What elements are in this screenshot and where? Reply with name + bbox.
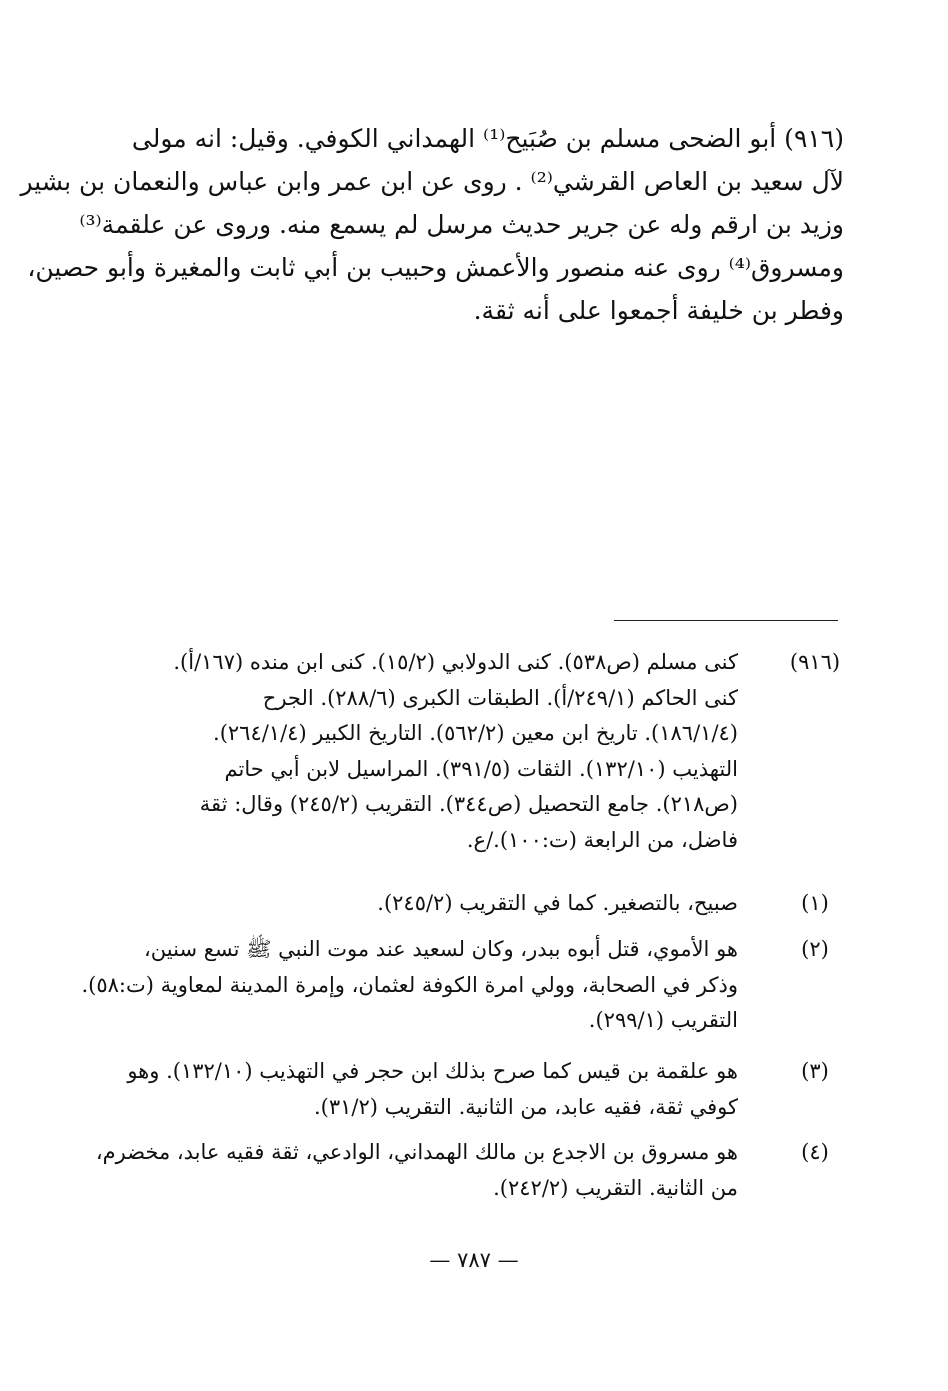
footnote-916 (80, 645, 850, 858)
main-text-line: لآل سعيد بن العاص القرشي⁽²⁾ . روى عن ابن عمر وابن عباس والنعمان بن بشير (20, 167, 844, 196)
footnote-body (80, 932, 738, 1039)
footnote-body (80, 1054, 738, 1125)
footnote-line: هو مسروق بن الاجدع بن مالك الهمداني، الوادعي، ثقة فقيه عابد، مخضرم، (95, 1140, 738, 1164)
footnote-line: فاضل، من الرابعة (ت:١٠٠)./ع. (466, 827, 738, 852)
footnote-line: التقريب (٢٩٩/١). (588, 1008, 738, 1032)
main-text-line: ومسروق⁽⁴⁾ روى عنه منصور والأعمش وحبيب بن أبي ثابت والمغيرة وأبو حصين، (27, 253, 844, 282)
footnote-line: هو علقمة بن قيس كما صرح بذلك ابن حجر في التهذيب (١٣٢/١٠). وهو (127, 1059, 738, 1083)
footnote-body (80, 1135, 738, 1206)
footnote-line: صبيح، بالتصغير. كما في التقريب (٢٤٥/٢). (377, 891, 738, 915)
footnote-line: كنى مسلم (ص٥٣٨). كنى الدولابي (١٥/٢). كنى ابن منده (١٦٧/أ). (173, 650, 738, 674)
footnote-number: (٩١٦) (789, 650, 841, 674)
footnote-2 (80, 932, 850, 1039)
footnote-line: (١٨٦/١/٤). تاريخ ابن معين (٥٦٢/٢). التاريخ الكبير (٢٦٤/١/٤). (213, 721, 738, 745)
footnote-1 (80, 886, 850, 922)
footnote-number: (١) (801, 891, 829, 915)
footnote-number: (٣) (801, 1059, 829, 1083)
main-text-line: (٩١٦) أبو الضحى مسلم بن صُبَيح⁽¹⁾ الهمداني الكوفي. وقيل: انه مولى (131, 124, 844, 153)
footnote-line: كوفي ثقة، فقيه عابد، من الثانية. التقريب (٣١/٢). (313, 1094, 738, 1119)
footnote-line: (ص٢١٨). جامع التحصيل (ص٣٤٤). التقريب (٢٤٥/٢) وقال: ثقة (199, 792, 738, 816)
footnote-body (80, 645, 738, 858)
footnote-divider (614, 620, 838, 621)
footnote-4 (80, 1135, 850, 1206)
footnote-number: (٢) (801, 937, 829, 961)
page-number: — ٧٨٧ — (429, 1248, 519, 1272)
footnote-line: هو الأموي، قتل أبوه ببدر، وكان لسعيد عند موت النبي ﷺ تسع سنين، (144, 937, 738, 961)
footnote-3 (80, 1054, 850, 1125)
footnote-line: التهذيب (١٣٢/١٠). الثقات (٣٩١/٥). المراسيل لابن أبي حاتم (224, 756, 738, 781)
main-text (20, 117, 844, 332)
footnote-line: وذكر في الصحابة، وولي امرة الكوفة لعثمان، وإمرة المدينة لمعاوية (ت:٥٨). (81, 972, 738, 997)
footnote-line: كنى الحاكم (٢٤٩/١/أ). الطبقات الكبرى (٢٨٨/٦). الجرح (262, 685, 738, 710)
footnote-number: (٤) (801, 1140, 829, 1164)
main-text-line: وفطر بن خليفة أجمعوا على أنه ثقة. (473, 296, 844, 325)
main-text-line: وزيد بن ارقم وله عن جرير حديث مرسل لم يسمع منه. وروى عن علقمة⁽³⁾ (79, 210, 844, 239)
footnote-body (80, 886, 738, 922)
footnote-line: من الثانية. التقريب (٢٤٢/٢). (493, 1175, 738, 1200)
